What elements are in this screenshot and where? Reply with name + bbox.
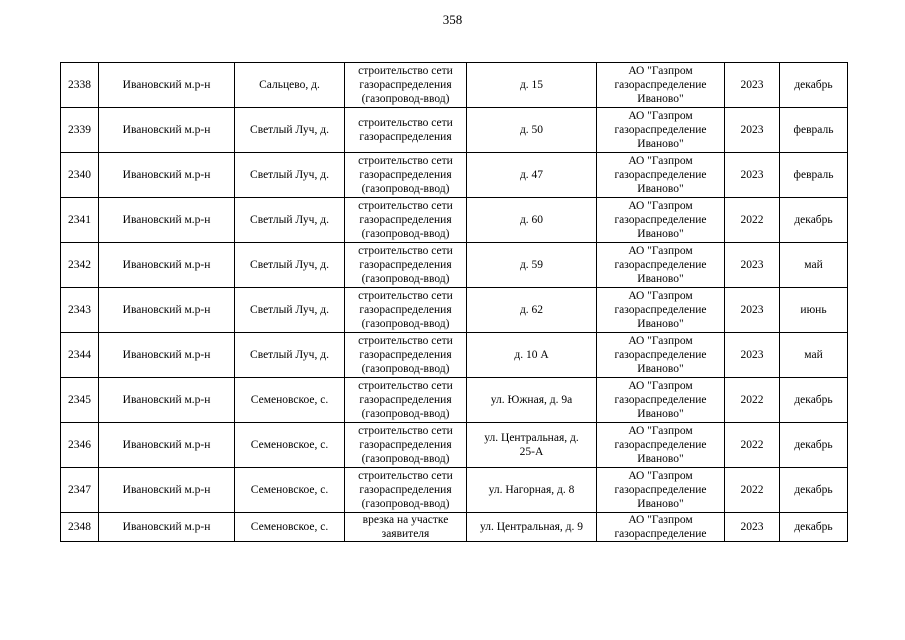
organization-cell [597,243,725,288]
cell-line: газораспределение [614,169,707,181]
address-cell-text [469,483,594,497]
cell-line: д. 60 [519,214,544,226]
cell-line: Иваново" [637,183,684,195]
year-cell: 2023 [725,153,780,198]
cell-line: строительство сети [358,425,453,437]
cell-line: АО "Газпром [628,245,693,257]
work-type-cell-text [347,154,464,196]
district-cell: Ивановский м.р-н [99,153,235,198]
cell-line: Иваново" [637,498,684,510]
organization-cell-text [599,379,722,421]
year-cell: 2022 [725,423,780,468]
cell-line: газораспределение [614,124,707,136]
locality-cell: Светлый Луч, д. [235,108,345,153]
cell-line: газораспределения [359,439,452,451]
cell-line: Иваново" [637,138,684,150]
organization-cell [597,153,725,198]
cell-line: (газопровод-ввод) [361,93,450,105]
cell-line: д. 47 [519,169,544,181]
address-cell [467,333,597,378]
work-type-cell [345,63,467,108]
work-type-cell [345,378,467,423]
year-cell: 2023 [725,333,780,378]
organization-cell-text [599,199,722,241]
cell-line: строительство сети [358,380,453,392]
district-cell: Ивановский м.р-н [99,468,235,513]
address-cell-text [469,258,594,272]
month-cell: декабрь [780,378,848,423]
work-type-cell-text [347,289,464,331]
year-cell: 2022 [725,468,780,513]
cell-line: газораспределение [614,259,707,271]
table-row [61,153,848,198]
district-cell: Ивановский м.р-н [99,288,235,333]
organization-cell [597,333,725,378]
address-cell [467,423,597,468]
month-cell: декабрь [780,468,848,513]
cell-line: газораспределения [359,131,452,143]
cell-line: строительство сети [358,470,453,482]
cell-line: строительство сети [358,65,453,77]
address-cell-text [469,348,594,362]
row-number-cell: 2342 [61,243,99,288]
work-type-cell [345,153,467,198]
cell-line: газораспределения [359,259,452,271]
cell-line: Иваново" [637,228,684,240]
organization-cell [597,288,725,333]
cell-line: ул. Центральная, д. 9 [479,521,584,533]
address-cell [467,108,597,153]
cell-line: газораспределения [359,169,452,181]
cell-line: (газопровод-ввод) [361,408,450,420]
address-cell-text [469,78,594,92]
cell-line: (газопровод-ввод) [361,498,450,510]
table-row [61,288,848,333]
organization-cell [597,513,725,542]
cell-line: Иваново" [637,408,684,420]
organization-cell-text [599,154,722,196]
locality-cell: Семеновское, с. [235,513,345,542]
cell-line: АО "Газпром [628,335,693,347]
cell-line: строительство сети [358,245,453,257]
district-cell: Ивановский м.р-н [99,513,235,542]
cell-line: АО "Газпром [628,110,693,122]
page-number: 358 [442,12,463,27]
cell-line: (газопровод-ввод) [361,183,450,195]
cell-line: газораспределение [614,439,707,451]
work-type-cell-text [347,469,464,511]
row-number-cell: 2338 [61,63,99,108]
work-type-cell [345,423,467,468]
organization-cell-text [599,109,722,151]
work-type-cell-text [347,64,464,106]
organization-cell [597,468,725,513]
address-cell [467,468,597,513]
address-cell-text [469,431,594,459]
cell-line: газораспределение [614,394,707,406]
locality-cell: Светлый Луч, д. [235,198,345,243]
row-number-cell: 2345 [61,378,99,423]
table-row [61,63,848,108]
cell-line: (газопровод-ввод) [361,453,450,465]
year-cell: 2023 [725,63,780,108]
month-cell: февраль [780,153,848,198]
work-type-cell-text [347,116,464,144]
month-cell: декабрь [780,513,848,542]
cell-line: д. 59 [519,259,544,271]
work-type-cell [345,288,467,333]
address-cell-text [469,303,594,317]
work-type-cell [345,468,467,513]
work-type-cell-text [347,424,464,466]
registry-table-body [61,63,848,542]
row-number-cell: 2344 [61,333,99,378]
district-cell: Ивановский м.р-н [99,333,235,378]
locality-cell: Семеновское, с. [235,378,345,423]
cell-line: д. 10 А [514,349,549,361]
month-cell: февраль [780,108,848,153]
address-cell-text [469,123,594,137]
cell-line: газораспределения [359,484,452,496]
month-cell: май [780,243,848,288]
row-number-cell: 2341 [61,198,99,243]
cell-line: АО "Газпром [628,290,693,302]
work-type-cell-text [347,513,464,541]
year-cell: 2022 [725,198,780,243]
row-number-cell: 2339 [61,108,99,153]
locality-cell: Светлый Луч, д. [235,153,345,198]
month-cell: декабрь [780,198,848,243]
cell-line: газораспределения [359,79,452,91]
row-number-cell: 2343 [61,288,99,333]
organization-cell-text [599,469,722,511]
table-row [61,333,848,378]
organization-cell [597,423,725,468]
registry-table [60,62,848,542]
cell-line: газораспределение [614,528,707,540]
table-row [61,243,848,288]
cell-line: газораспределение [614,79,707,91]
cell-line: газораспределения [359,214,452,226]
organization-cell-text [599,244,722,286]
cell-line: газораспределение [614,484,707,496]
address-cell [467,288,597,333]
year-cell: 2023 [725,288,780,333]
locality-cell: Светлый Луч, д. [235,333,345,378]
cell-line: ул. Южная, д. 9а [490,394,573,406]
work-type-cell [345,513,467,542]
address-cell [467,513,597,542]
cell-line: строительство сети [358,290,453,302]
locality-cell: Светлый Луч, д. [235,243,345,288]
cell-line: газораспределение [614,349,707,361]
cell-line: заявителя [381,528,430,540]
cell-line: д. 62 [519,304,544,316]
cell-line: АО "Газпром [628,470,693,482]
cell-line: (газопровод-ввод) [361,363,450,375]
cell-line: Иваново" [637,453,684,465]
address-cell [467,198,597,243]
work-type-cell-text [347,244,464,286]
organization-cell-text [599,513,722,541]
cell-line: (газопровод-ввод) [361,228,450,240]
work-type-cell [345,243,467,288]
district-cell: Ивановский м.р-н [99,108,235,153]
address-cell [467,63,597,108]
cell-line: газораспределения [359,304,452,316]
month-cell: май [780,333,848,378]
cell-line: АО "Газпром [628,200,693,212]
work-type-cell-text [347,199,464,241]
district-cell: Ивановский м.р-н [99,423,235,468]
locality-cell: Семеновское, с. [235,423,345,468]
row-number-cell: 2347 [61,468,99,513]
cell-line: ул. Нагорная, д. 8 [488,484,575,496]
district-cell: Ивановский м.р-н [99,378,235,423]
year-cell: 2023 [725,108,780,153]
cell-line: врезка на участке [362,514,449,526]
cell-line: АО "Газпром [628,425,693,437]
organization-cell-text [599,424,722,466]
cell-line: АО "Газпром [628,155,693,167]
table-row [61,513,848,542]
organization-cell [597,108,725,153]
year-cell: 2023 [725,513,780,542]
cell-line: газораспределения [359,394,452,406]
cell-line: строительство сети [358,335,453,347]
locality-cell: Светлый Луч, д. [235,288,345,333]
address-cell [467,378,597,423]
row-number-cell: 2348 [61,513,99,542]
address-cell [467,243,597,288]
row-number-cell: 2340 [61,153,99,198]
cell-line: Иваново" [637,273,684,285]
address-cell-text [469,393,594,407]
organization-cell-text [599,334,722,376]
month-cell: декабрь [780,423,848,468]
organization-cell-text [599,64,722,106]
cell-line: газораспределение [614,214,707,226]
cell-line: строительство сети [358,155,453,167]
address-cell [467,153,597,198]
organization-cell [597,63,725,108]
row-number-cell: 2346 [61,423,99,468]
table-row [61,108,848,153]
work-type-cell [345,333,467,378]
work-type-cell-text [347,334,464,376]
cell-line: газораспределения [359,349,452,361]
month-cell: июнь [780,288,848,333]
cell-line: (газопровод-ввод) [361,318,450,330]
month-cell: декабрь [780,63,848,108]
work-type-cell [345,108,467,153]
cell-line: АО "Газпром [628,514,693,526]
organization-cell [597,378,725,423]
organization-cell-text [599,289,722,331]
cell-line: Иваново" [637,93,684,105]
address-cell-text [469,520,594,534]
cell-line: (газопровод-ввод) [361,273,450,285]
work-type-cell-text [347,379,464,421]
locality-cell: Сальцево, д. [235,63,345,108]
cell-line: 25-А [519,446,544,458]
table-row [61,378,848,423]
work-type-cell [345,198,467,243]
cell-line: д. 50 [519,124,544,136]
cell-line: строительство сети [358,200,453,212]
cell-line: ул. Центральная, д. [484,432,579,444]
table-row [61,423,848,468]
cell-line: д. 15 [519,79,544,91]
table-row [61,468,848,513]
table-row [61,198,848,243]
address-cell-text [469,213,594,227]
year-cell: 2022 [725,378,780,423]
year-cell: 2023 [725,243,780,288]
cell-line: Иваново" [637,363,684,375]
cell-line: Иваново" [637,318,684,330]
locality-cell: Семеновское, с. [235,468,345,513]
cell-line: АО "Газпром [628,65,693,77]
organization-cell [597,198,725,243]
cell-line: газораспределение [614,304,707,316]
cell-line: АО "Газпром [628,380,693,392]
district-cell: Ивановский м.р-н [99,198,235,243]
cell-line: строительство сети [358,117,453,129]
district-cell: Ивановский м.р-н [99,63,235,108]
address-cell-text [469,168,594,182]
district-cell: Ивановский м.р-н [99,243,235,288]
